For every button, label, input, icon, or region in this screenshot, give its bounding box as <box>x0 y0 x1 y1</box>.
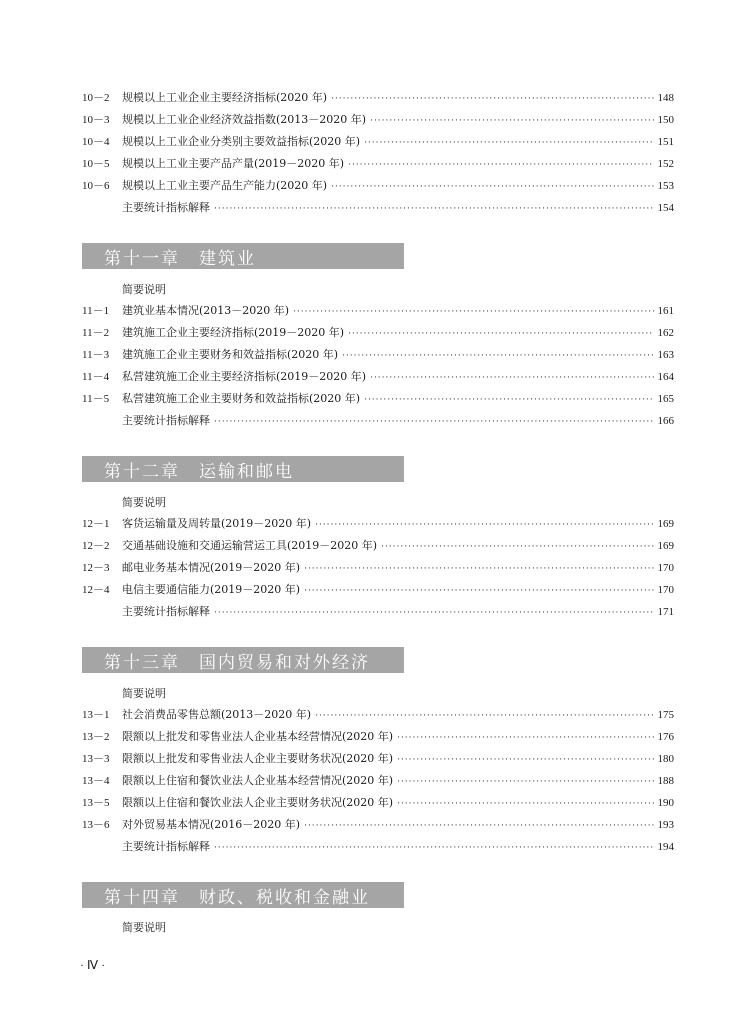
leader-dots <box>304 818 653 834</box>
entry-number: 10－4 <box>82 136 110 148</box>
entry-page: 190 <box>657 797 674 809</box>
entry-number: 13－4 <box>82 775 110 787</box>
leader-dots <box>331 179 653 195</box>
entry-title: 建筑业基本情况(2013－2020 年) <box>122 304 290 317</box>
entry-number: 10－3 <box>82 114 110 126</box>
entry-title: 规模以上工业企业经济效益指数(2013－2020 年) <box>122 113 367 126</box>
entry-page: 180 <box>657 753 674 765</box>
entry-title: 建筑施工企业主要财务和效益指标(2020 年) <box>122 348 339 361</box>
page-number-footer: · Ⅳ · <box>80 958 106 972</box>
entry-number: 10－2 <box>82 92 110 104</box>
entry-title: 限额以上住宿和餐饮业法人企业基本经营情况(2020 年) <box>122 774 394 787</box>
entry-page: 151 <box>657 136 674 148</box>
entry-page: 194 <box>657 841 674 853</box>
leader-dots <box>304 561 653 577</box>
leader-dots <box>364 392 653 408</box>
leader-dots <box>397 796 653 812</box>
entry-page: 153 <box>657 180 674 192</box>
entry-number: 13－6 <box>82 819 110 831</box>
entry-title: 社会消费品零售总额(2013－2020 年) <box>122 708 312 721</box>
leader-dots <box>304 583 653 599</box>
leader-dots <box>315 517 653 533</box>
chapter-heading[interactable] <box>82 882 404 908</box>
leader-dots <box>214 605 654 621</box>
entry-page: 176 <box>657 731 674 743</box>
entry-title: 规模以上工业企业分类别主要效益指标(2020 年) <box>122 135 361 148</box>
entry-number: 11－1 <box>82 305 110 317</box>
entry-number: 10－5 <box>82 158 110 170</box>
entry-title: 限额以上住宿和餐饮业法人企业主要财务状况(2020 年) <box>122 796 394 809</box>
entry-page: 148 <box>657 92 674 104</box>
leader-dots <box>348 326 653 342</box>
leader-dots <box>397 730 653 746</box>
chapter-heading[interactable] <box>82 243 404 269</box>
toc-entry[interactable] <box>82 200 674 216</box>
entry-number: 10－6 <box>82 180 110 192</box>
entry-title: 对外贸易基本情况(2016－2020 年) <box>122 818 301 831</box>
toc-entry[interactable] <box>82 560 674 576</box>
toc-entry[interactable] <box>82 839 674 855</box>
chapter-heading[interactable] <box>82 647 404 673</box>
toc-entry[interactable] <box>82 773 674 789</box>
entry-number: 12－1 <box>82 518 110 530</box>
brief-notes-link[interactable]: 简要说明 <box>122 921 166 934</box>
toc-entry[interactable] <box>82 707 674 723</box>
toc-entry[interactable] <box>82 325 674 341</box>
entry-title: 交通基础设施和交通运输营运工具(2019－2020 年) <box>122 539 378 552</box>
toc-entry[interactable] <box>82 178 674 194</box>
entry-title: 主要统计指标解释 <box>122 840 210 853</box>
toc-entry[interactable] <box>82 134 674 150</box>
entry-page: 161 <box>657 305 674 317</box>
entry-title: 建筑施工企业主要经济指标(2019－2020 年) <box>122 326 345 339</box>
toc-entry[interactable] <box>82 90 674 106</box>
leader-dots <box>397 774 653 790</box>
entry-title: 主要统计指标解释 <box>122 414 210 427</box>
entry-page: 169 <box>657 518 674 530</box>
entry-number: 13－1 <box>82 709 110 721</box>
leader-dots <box>214 414 654 430</box>
brief-notes-link[interactable]: 简要说明 <box>122 496 166 509</box>
chapter-heading[interactable] <box>82 456 404 482</box>
entry-title: 限额以上批发和零售业法人企业主要财务状况(2020 年) <box>122 752 394 765</box>
entry-number: 11－5 <box>82 393 110 405</box>
entry-page: 162 <box>657 327 674 339</box>
entry-title: 主要统计指标解释 <box>122 605 210 618</box>
entry-page: 171 <box>657 606 674 618</box>
entry-number: 12－2 <box>82 540 110 552</box>
leader-dots <box>342 348 653 364</box>
toc-entry[interactable] <box>82 516 674 532</box>
leader-dots <box>364 135 653 151</box>
chapter-title: 第十四章 财政、税收和金融业 <box>104 887 370 908</box>
leader-dots <box>214 201 654 217</box>
chapter-title: 第十二章 运输和邮电 <box>104 461 294 482</box>
entry-number: 12－3 <box>82 562 110 574</box>
entry-page: 152 <box>657 158 674 170</box>
toc-entry[interactable] <box>82 112 674 128</box>
entry-title: 主要统计指标解释 <box>122 201 210 214</box>
entry-number: 12－4 <box>82 584 110 596</box>
entry-page: 169 <box>657 540 674 552</box>
entry-title: 客货运输量及周转量(2019－2020 年) <box>122 517 312 530</box>
entry-page: 165 <box>657 393 674 405</box>
toc-entry[interactable] <box>82 604 674 620</box>
leader-dots <box>397 752 653 768</box>
entry-page: 193 <box>657 819 674 831</box>
entry-page: 154 <box>657 202 674 214</box>
toc-entry[interactable] <box>82 391 674 407</box>
toc-entry[interactable] <box>82 347 674 363</box>
toc-entry[interactable] <box>82 156 674 172</box>
leader-dots <box>331 91 653 107</box>
entry-number: 13－2 <box>82 731 110 743</box>
entry-page: 170 <box>657 584 674 596</box>
entry-title: 限额以上批发和零售业法人企业基本经营情况(2020 年) <box>122 730 394 743</box>
entry-number: 13－5 <box>82 797 110 809</box>
entry-number: 11－4 <box>82 371 110 383</box>
leader-dots <box>315 708 653 724</box>
chapter-title: 第十一章 建筑业 <box>104 248 256 269</box>
entry-page: 150 <box>657 114 674 126</box>
brief-notes-link[interactable]: 简要说明 <box>122 687 166 700</box>
entry-page: 188 <box>657 775 674 787</box>
toc-entry[interactable] <box>82 729 674 745</box>
leader-dots <box>370 370 653 386</box>
entry-page: 175 <box>657 709 674 721</box>
toc-entry[interactable] <box>82 303 674 319</box>
entry-page: 166 <box>657 415 674 427</box>
entry-page: 163 <box>657 349 674 361</box>
entry-title: 规模以上工业主要产品产量(2019－2020 年) <box>122 157 345 170</box>
toc-entry[interactable] <box>82 795 674 811</box>
entry-title: 规模以上工业主要产品生产能力(2020 年) <box>122 179 328 192</box>
toc-entry[interactable] <box>82 369 674 385</box>
leader-dots <box>214 840 654 856</box>
toc-entry[interactable] <box>82 817 674 833</box>
entry-title: 电信主要通信能力(2019－2020 年) <box>122 583 301 596</box>
toc-entry[interactable] <box>82 751 674 767</box>
brief-notes-link[interactable]: 简要说明 <box>122 283 166 296</box>
leader-dots <box>381 539 653 555</box>
entry-page: 164 <box>657 371 674 383</box>
entry-page: 170 <box>657 562 674 574</box>
entry-title: 私营建筑施工企业主要财务和效益指标(2020 年) <box>122 392 361 405</box>
toc-entry[interactable] <box>82 413 674 429</box>
chapter-title: 第十三章 国内贸易和对外经济 <box>104 652 370 673</box>
entry-number: 13－3 <box>82 753 110 765</box>
entry-title: 规模以上工业企业主要经济指标(2020 年) <box>122 91 328 104</box>
toc-entry[interactable] <box>82 582 674 598</box>
entry-number: 11－3 <box>82 349 110 361</box>
leader-dots <box>370 113 653 129</box>
leader-dots <box>293 304 653 320</box>
toc-entry[interactable] <box>82 538 674 554</box>
entry-title: 邮电业务基本情况(2019－2020 年) <box>122 561 301 574</box>
entry-number: 11－2 <box>82 327 110 339</box>
leader-dots <box>348 157 653 173</box>
entry-title: 私营建筑施工企业主要经济指标(2019－2020 年) <box>122 370 367 383</box>
